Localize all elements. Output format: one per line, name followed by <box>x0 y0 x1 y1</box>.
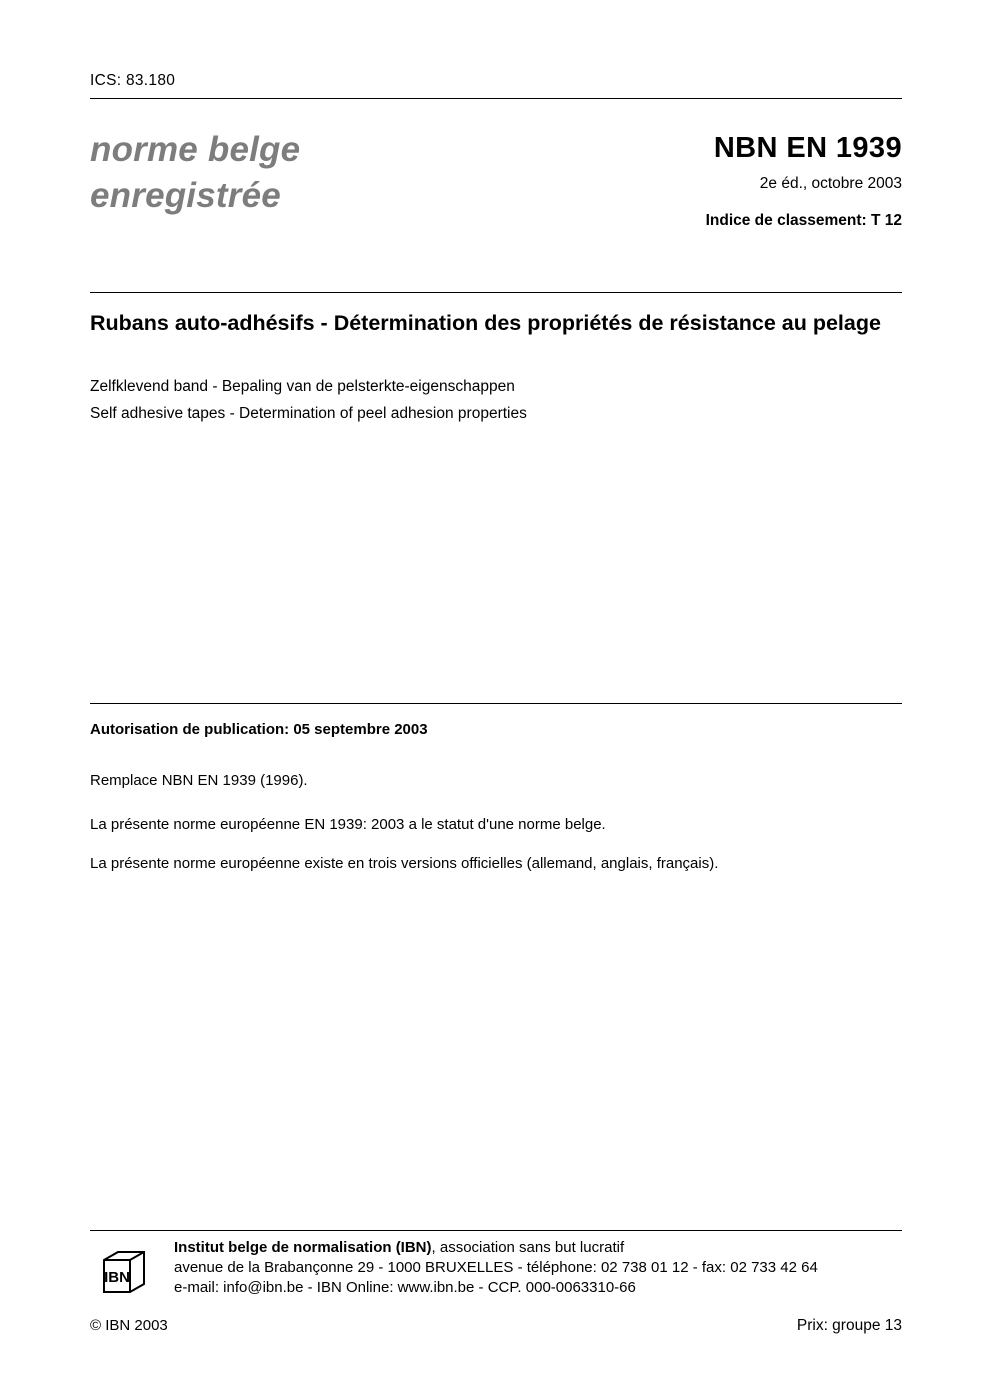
classification-index: Indice de classement: T 12 <box>705 212 902 229</box>
copyright-notice: © IBN 2003 <box>90 1317 168 1334</box>
divider-top <box>90 98 902 99</box>
ics-code: ICS: 83.180 <box>90 72 176 89</box>
institute-name-line <box>174 1238 818 1258</box>
divider-lower <box>90 703 902 704</box>
reference-block <box>472 132 902 230</box>
standard-reference: NBN EN 1939 <box>713 132 902 164</box>
standard-type-label <box>90 127 300 219</box>
ibn-logo-icon <box>100 1248 148 1296</box>
institute-details <box>174 1238 818 1298</box>
page-content <box>90 0 902 1393</box>
edition-date: 2e éd., octobre 2003 <box>759 175 902 192</box>
title-french: Rubans auto-adhésifs - Détermination des propriétés de résistance au pelage <box>90 311 881 335</box>
price-group: Prix: groupe 13 <box>796 1317 902 1334</box>
publication-authorization: Autorisation de publication: 05 septembre 2003 <box>90 721 428 738</box>
standard-type-line1: norme belge <box>90 130 301 169</box>
svg-text:IBN: IBN <box>104 1269 130 1286</box>
versions-note: La présente norme européenne existe en trois versions officielles (allemand, anglais, français). <box>90 855 719 872</box>
status-note: La présente norme européenne EN 1939: 2003 a le statut d'une norme belge. <box>90 816 606 833</box>
footer-institute-block <box>90 1238 902 1308</box>
divider-middle <box>90 292 902 293</box>
title-dutch: Zelfklevend band - Bepaling van de pelsterkte-eigenschappen <box>90 378 515 395</box>
institute-name: Institut belge de normalisation (IBN) <box>174 1239 432 1256</box>
replaces-note: Remplace NBN EN 1939 (1996). <box>90 772 308 789</box>
standard-type-line2: enregistrée <box>90 176 281 215</box>
divider-footer <box>90 1230 902 1231</box>
institute-address: avenue de la Brabançonne 29 - 1000 BRUXELLES - téléphone: 02 738 01 12 - fax: 02 733 42 64 <box>174 1259 818 1276</box>
institute-contact: e-mail: info@ibn.be - IBN Online: www.ibn.be - CCP. 000-0063310-66 <box>174 1279 636 1296</box>
institute-status: , association sans but lucratif <box>431 1239 625 1256</box>
title-english: Self adhesive tapes - Determination of peel adhesion properties <box>90 405 527 422</box>
